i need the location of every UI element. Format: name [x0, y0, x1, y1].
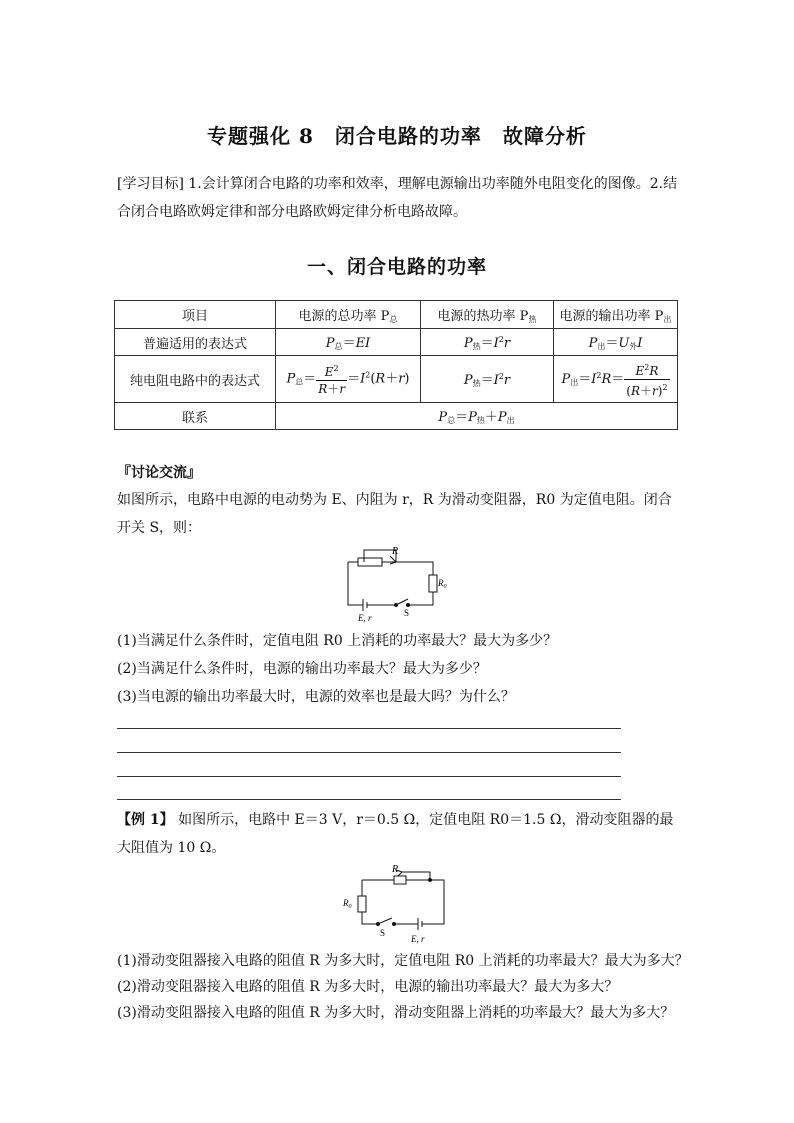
table-row	[115, 329, 678, 356]
discussion-question-2: (2)当满足什么条件时，电源的输出功率最大？最大为多少？	[117, 661, 487, 677]
cell-general-heat: P热$=I^2r$	[421, 329, 554, 356]
rheostat-r-1	[358, 558, 382, 566]
cell-relation: P总＝P热＋P出	[276, 403, 678, 430]
example-label: 【例 1】	[117, 812, 174, 828]
battery-1	[363, 599, 367, 611]
label-s-1: S	[404, 608, 410, 618]
discussion-question-1: (1)当满足什么条件时，定值电阻 R0 上消耗的功率最大？最大为多少？	[117, 633, 558, 649]
label-s-2: S	[380, 928, 386, 938]
example-1	[117, 806, 679, 862]
label-r-1: R	[392, 546, 399, 557]
row-label-pure: 纯电阻电路中的表达式	[115, 356, 276, 403]
label-r0-1: $R_0$	[438, 578, 447, 590]
circuit-diagram-1	[340, 542, 455, 624]
header-total-power: 电源的总功率 P总	[276, 301, 421, 329]
row-label-relation: 联系	[115, 403, 276, 430]
cell-pure-output: P出$=I^2R=$ $\frac{E^2R}{(R+r)^2}$	[554, 356, 678, 403]
cell-pure-total: P总＝ $\frac{E^2}{R+r}$ $=I^2(R+r)$	[276, 356, 421, 403]
answer-line[interactable]	[117, 728, 621, 729]
cell-pure-heat: P热$=I^2r$	[421, 356, 554, 403]
objectives-text: 1.会计算闭合电路的功率和效率，理解电源输出功率随外电阻变化的图像。2.结合闭合电路欧姆定律和部分电路欧姆定律分析电路故障。	[117, 176, 678, 220]
discussion-heading: 『讨论交流』	[117, 465, 201, 481]
objectives-label: [学习目标]	[117, 176, 184, 192]
answer-line[interactable]	[117, 799, 621, 800]
rheostat-r-2	[394, 876, 406, 884]
example-text: 如图所示，电路中 E＝3 V，r＝0.5 Ω，定值电阻 R0＝1.5 Ω，滑动变阻器的最大阻值为 10 Ω。	[117, 812, 674, 856]
example-question-1: (1)滑动变阻器接入电路的阻值 R 为多大时，定值电阻 R0 上消耗的功率最大？最大为多大？	[117, 953, 689, 969]
example-question-3: (3)滑动变阻器接入电路的阻值 R 为多大时，滑动变阻器上消耗的功率最大？最大为多大？	[117, 1005, 675, 1021]
table-header-row	[115, 301, 678, 329]
discussion-intro: 如图所示，电路中电源的电动势为 E、内阻为 r，R 为滑动变阻器，R0 为定值电阻。闭合开关 S，则：	[117, 492, 672, 536]
cell-general-total: P总＝EI	[276, 329, 421, 356]
answer-line[interactable]	[117, 752, 621, 753]
section-title: 一、闭合电路的功率	[306, 256, 487, 278]
table-row	[115, 403, 678, 430]
resistor-r0-1	[429, 575, 437, 592]
switch-1	[396, 599, 408, 605]
header-heat-power: 电源的热功率 P热	[421, 301, 554, 329]
label-er-1: E, r	[358, 613, 372, 623]
table-row	[115, 356, 678, 403]
switch-2	[378, 918, 392, 924]
label-r0-2: $R_0$	[343, 898, 352, 910]
header-output-power: 电源的输出功率 P出	[554, 301, 678, 329]
header-item: 项目	[115, 301, 276, 329]
example-question-2: (2)滑动变阻器接入电路的阻值 R 为多大时，电源的输出功率最大？最大为多大？	[117, 979, 619, 995]
learning-objectives	[117, 170, 679, 226]
power-table	[114, 300, 678, 430]
row-label-general: 普遍适用的表达式	[115, 329, 276, 356]
resistor-r0-2	[358, 896, 366, 912]
answer-line[interactable]	[117, 776, 621, 777]
discussion-question-3: (3)当电源的输出功率最大时，电源的效率也是最大吗？为什么？	[117, 689, 515, 705]
label-er-2: E, r	[411, 934, 425, 944]
cell-general-output: P出＝U外I	[554, 329, 678, 356]
page-title: 专题强化 8 闭合电路的功率 故障分析	[207, 124, 587, 148]
label-r-2: R	[392, 864, 399, 875]
battery-2	[418, 918, 422, 930]
circuit-diagram-2	[340, 862, 450, 946]
